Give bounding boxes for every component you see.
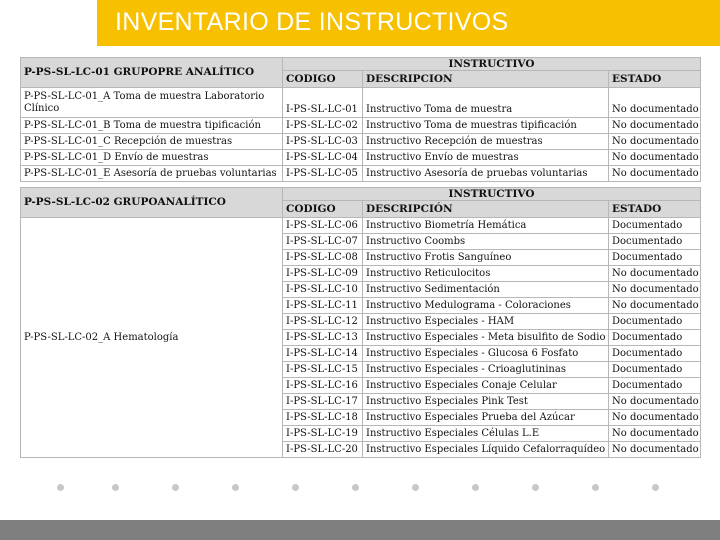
status-cell: Documentado [609,346,701,362]
description-cell: Instructivo Frotis Sanguíneo [363,250,609,266]
status-cell: No documentado [609,166,701,182]
code-cell: I-PS-SL-LC-01 [283,88,363,118]
status-cell: No documentado [609,266,701,282]
status-cell: No documentado [609,118,701,134]
status-cell: No documentado [609,88,701,118]
dot-icon [412,484,419,491]
description-cell: Instructivo Especiales Pink Test [363,394,609,410]
procedure-cell: P-PS-SL-LC-01_B Toma de muestra tipificación [21,118,283,134]
status-cell: Documentado [609,218,701,234]
title-bar [0,0,720,46]
status-cell: Documentado [609,330,701,346]
description-cell: Instructivo Especiales Prueba del Azúcar [363,410,609,426]
status-cell: No documentado [609,298,701,314]
status-cell: No documentado [609,134,701,150]
procedure-cell: P-PS-SL-LC-01_D Envío de muestras [21,150,283,166]
dot-icon [652,484,659,491]
table-row [21,166,701,182]
code-cell: I-PS-SL-LC-19 [283,426,363,442]
descripcion-header: DESCRIPCIÓN [363,201,609,218]
dot-icon [172,484,179,491]
code-cell: I-PS-SL-LC-12 [283,314,363,330]
code-cell: I-PS-SL-LC-05 [283,166,363,182]
status-cell: No documentado [609,410,701,426]
description-cell: Instructivo Especiales - Crioaglutininas [363,362,609,378]
status-cell: No documentado [609,426,701,442]
dot-icon [112,484,119,491]
status-cell: No documentado [609,394,701,410]
code-cell: I-PS-SL-LC-10 [283,282,363,298]
code-cell: I-PS-SL-LC-07 [283,234,363,250]
code-cell: I-PS-SL-LC-04 [283,150,363,166]
footer-bar [0,520,720,540]
code-cell: I-PS-SL-LC-18 [283,410,363,426]
group2-title: P-PS-SL-LC-02 GRUPOANALÍTICO [21,188,283,218]
status-cell: No documentado [609,150,701,166]
dot-icon [352,484,359,491]
estado-header: ESTADO [609,201,701,218]
dot-icon [592,484,599,491]
status-cell: Documentado [609,378,701,394]
page-title: INVENTARIO DE INSTRUCTIVOS [115,8,509,36]
description-cell: Instructivo Especiales Líquido Cefalorraquídeo [363,442,609,458]
status-cell: Documentado [609,234,701,250]
code-cell: I-PS-SL-LC-02 [283,118,363,134]
group1-header-row [21,58,701,71]
estado-header: ESTADO [609,71,701,88]
instructivos-table [20,57,701,458]
code-cell: I-PS-SL-LC-03 [283,134,363,150]
description-cell: Instructivo Medulograma - Coloraciones [363,298,609,314]
description-cell: Instructivo Especiales Células L.E [363,426,609,442]
dot-icon [57,484,64,491]
status-cell: No documentado [609,282,701,298]
description-cell: Instructivo Toma de muestra [363,88,609,118]
description-cell: Instructivo Coombs [363,234,609,250]
status-cell: Documentado [609,250,701,266]
status-cell: No documentado [609,442,701,458]
procedure-cell: P-PS-SL-LC-01_C Recepción de muestras [21,134,283,150]
code-cell: I-PS-SL-LC-06 [283,218,363,234]
table-row [21,218,701,234]
description-cell: Instructivo Asesoría de pruebas voluntarias [363,166,609,182]
procedure-cell: P-PS-SL-LC-01_E Asesoría de pruebas voluntarias [21,166,283,182]
code-cell: I-PS-SL-LC-20 [283,442,363,458]
instructivo-header: INSTRUCTIVO [283,58,701,71]
table-row [21,150,701,166]
status-cell: Documentado [609,362,701,378]
table-row [21,88,701,118]
dot-icon [232,484,239,491]
description-cell: Instructivo Especiales Conaje Celular [363,378,609,394]
code-cell: I-PS-SL-LC-13 [283,330,363,346]
code-cell: I-PS-SL-LC-16 [283,378,363,394]
group2-header-row [21,188,701,201]
slide-dots [0,484,720,494]
instructivo-header: INSTRUCTIVO [283,188,701,201]
description-cell: Instructivo Especiales - Meta bisulfito de Sodio [363,330,609,346]
group1-title: P-PS-SL-LC-01 GRUPOPRE ANALÍTICO [21,58,283,88]
codigo-header: CODIGO [283,201,363,218]
table-row [21,118,701,134]
code-cell: I-PS-SL-LC-09 [283,266,363,282]
description-cell: Instructivo Biometría Hemática [363,218,609,234]
descripcion-header: DESCRIPCION [363,71,609,88]
dot-icon [472,484,479,491]
description-cell: Instructivo Especiales - HAM [363,314,609,330]
code-cell: I-PS-SL-LC-11 [283,298,363,314]
dot-icon [292,484,299,491]
code-cell: I-PS-SL-LC-15 [283,362,363,378]
description-cell: Instructivo Recepción de muestras [363,134,609,150]
description-cell: Instructivo Envío de muestras [363,150,609,166]
procedure-cell: P-PS-SL-LC-02_A Hematología [21,218,283,458]
description-cell: Instructivo Toma de muestras tipificación [363,118,609,134]
code-cell: I-PS-SL-LC-08 [283,250,363,266]
description-cell: Instructivo Especiales - Glucosa 6 Fosfato [363,346,609,362]
dot-icon [532,484,539,491]
code-cell: I-PS-SL-LC-17 [283,394,363,410]
status-cell: Documentado [609,314,701,330]
code-cell: I-PS-SL-LC-14 [283,346,363,362]
table-row [21,134,701,150]
description-cell: Instructivo Reticulocitos [363,266,609,282]
codigo-header: CODIGO [283,71,363,88]
description-cell: Instructivo Sedimentación [363,282,609,298]
procedure-cell: P-PS-SL-LC-01_A Toma de muestra Laboratorio Clínico [21,88,283,118]
